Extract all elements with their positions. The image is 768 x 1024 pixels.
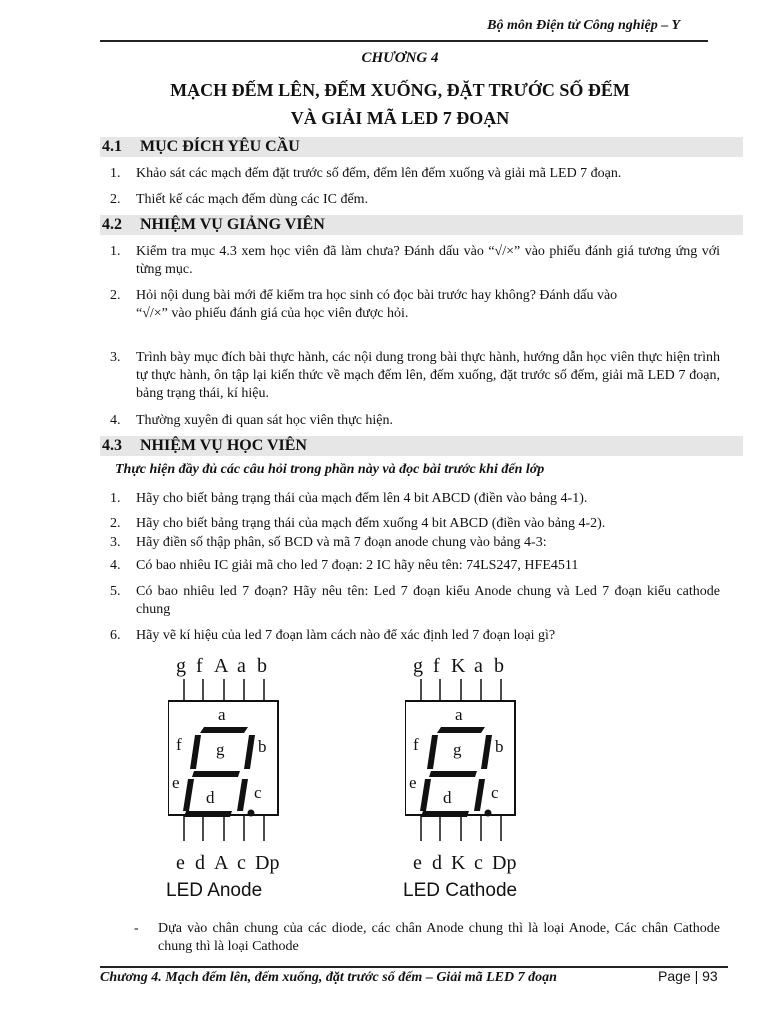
- segment-d: [184, 811, 232, 817]
- segment-a: [200, 727, 248, 733]
- segment-label-c: c: [491, 783, 499, 802]
- section-number: 4.2: [102, 216, 122, 233]
- note-text: Dựa vào chân chung của các diode, các chân Anode chung thì là loại Anode, Các chân Cathode chung thì là loại Cathode: [158, 921, 720, 954]
- section-number: 4.1: [102, 138, 122, 155]
- item-number: 4.: [110, 558, 121, 573]
- section-subheading: Thực hiện đầy đủ các câu hỏi trong phần này và đọc bài trước khi đến lớp: [115, 462, 545, 477]
- item-text: Hãy vẽ kí hiệu của led 7 đoạn làm cách nào để xác định led 7 đoạn loại gì?: [136, 628, 556, 643]
- segment-label-g: g: [453, 740, 462, 759]
- list-item: [110, 583, 720, 619]
- segment-label-e: e: [172, 773, 180, 792]
- decimal-point: [485, 810, 492, 817]
- pin-label: K: [451, 852, 466, 874]
- pin-label: Dp: [255, 852, 280, 874]
- section-heading-4-1: [100, 137, 743, 157]
- item-text: Khảo sát các mạch đếm đặt trước số đếm, đếm lên đếm xuống và giải mã LED 7 đoạn.: [136, 166, 622, 181]
- segment-label-g: g: [216, 740, 225, 759]
- pin-label: e: [413, 852, 422, 874]
- pin-label: g: [413, 655, 423, 677]
- item-text: Hãy cho biết bảng trạng thái của mạch đếm lên 4 bit ABCD (điền vào bảng 4-1).: [136, 491, 588, 506]
- item-number: 3.: [110, 535, 121, 550]
- footer-page-number: Page | 93: [658, 968, 718, 984]
- segment-g: [429, 771, 477, 777]
- segment-label-b: b: [258, 737, 267, 756]
- header-rule: [100, 40, 708, 42]
- section-title: MỤC ĐÍCH YÊU CẦU: [140, 138, 300, 155]
- section-heading-4-3: [100, 436, 743, 456]
- pin-label: Dp: [492, 852, 517, 874]
- pin-label: b: [257, 655, 267, 677]
- list-item: [110, 515, 720, 533]
- segment-f: [190, 735, 201, 769]
- figure-caption: LED Anode: [166, 880, 263, 901]
- figure-caption: LED Cathode: [403, 880, 518, 901]
- segment-c: [474, 779, 485, 811]
- list-item: [110, 165, 720, 183]
- decimal-point: [248, 810, 255, 817]
- list-item: [110, 534, 720, 552]
- segment-label-d: d: [443, 788, 452, 807]
- segment-label-f: f: [176, 735, 182, 754]
- section-heading-4-2: [100, 215, 743, 235]
- segment-label-a: a: [455, 705, 463, 724]
- pin-label: a: [237, 655, 246, 677]
- led-anode-figure: [168, 655, 338, 910]
- pin-label: f: [196, 655, 203, 677]
- chapter-label: CHƯƠNG 4: [361, 50, 439, 66]
- pin-label: d: [432, 852, 442, 874]
- item-text: Trình bày mục đích bài thực hành, các nội dung trong bài thực hành, hướng dẫn học viên thực hiện trình tự thực hành, ôn tập lại kiến thức về mạch đếm lên, đếm xuống, đặt trước số đếm, giải mã LED 7 đoạn, bảng trạng thái, kí hiệu.: [136, 350, 720, 401]
- list-item: [110, 191, 720, 209]
- item-number: 3.: [110, 350, 121, 365]
- chapter-title-line2: VÀ GIẢI MÃ LED 7 ĐOẠN: [290, 108, 510, 128]
- segment-label-c: c: [254, 783, 262, 802]
- note-paragraph: [120, 920, 720, 956]
- item-number: 1.: [110, 244, 121, 259]
- item-number: 2.: [110, 192, 121, 207]
- segment-label-a: a: [218, 705, 226, 724]
- item-text: Có bao nhiêu led 7 đoạn? Hãy nêu tên: Led 7 đoạn kiểu Anode chung và Led 7 đoạn kiểu cathode chung: [136, 584, 720, 617]
- pin-label: A: [214, 655, 229, 677]
- list-item: [110, 627, 720, 645]
- pin-label: c: [237, 852, 246, 874]
- segment-label-d: d: [206, 788, 215, 807]
- item-text: Hãy điền số thập phân, số BCD và mã 7 đoạn anode chung vào bảng 4-3:: [136, 535, 547, 550]
- list-item: [110, 557, 720, 575]
- list-item: [110, 287, 720, 323]
- item-number: 4.: [110, 413, 121, 428]
- segment-b: [481, 735, 492, 769]
- pin-label: f: [433, 655, 440, 677]
- pin-label: d: [195, 852, 205, 874]
- pin-label: K: [451, 655, 466, 677]
- segment-b: [244, 735, 255, 769]
- segment-a: [437, 727, 485, 733]
- led-cathode-figure: [405, 655, 575, 910]
- led-cathode-diagram: [405, 655, 575, 875]
- item-number: 1.: [110, 166, 121, 181]
- segment-e: [420, 779, 431, 811]
- item-number: 2.: [110, 288, 121, 303]
- item-number: 2.: [110, 516, 121, 531]
- section-number: 4.3: [102, 437, 122, 454]
- segment-label-e: e: [409, 773, 417, 792]
- pin-label: e: [176, 852, 185, 874]
- header-department: Bộ môn Điện tử Công nghiệp – Y: [487, 18, 680, 33]
- segment-g: [192, 771, 240, 777]
- segment-label-f: f: [413, 735, 419, 754]
- pin-label: g: [176, 655, 186, 677]
- segment-label-b: b: [495, 737, 504, 756]
- list-item: [110, 243, 720, 279]
- led-anode-diagram: [168, 655, 338, 875]
- item-text: Thường xuyên đi quan sát học viên thực hiện.: [136, 413, 394, 428]
- footer-chapter-title: Chương 4. Mạch đếm lên, đếm xuống, đặt trước số đếm – Giải mã LED 7 đoạn: [100, 970, 557, 985]
- pin-label: c: [474, 852, 483, 874]
- pin-label: a: [474, 655, 483, 677]
- item-text: Hỏi nội dung bài mới để kiểm tra học sinh có đọc bài trước hay không? Đánh dấu vào: [136, 288, 618, 303]
- item-text: Kiểm tra mục 4.3 xem học viên đã làm chưa? Đánh dấu vào “√/×” vào phiếu đánh giá tương ứng với từng mục.: [136, 244, 720, 277]
- item-text: Có bao nhiêu IC giải mã cho led 7 đoạn: 2 IC hãy nêu tên: 74LS247, HFE4511: [136, 558, 579, 573]
- segment-e: [183, 779, 194, 811]
- list-item: [110, 490, 720, 508]
- section-title: NHIỆM VỤ GIẢNG VIÊN: [140, 216, 325, 233]
- list-item: [110, 349, 720, 403]
- note-bullet: -: [134, 921, 139, 936]
- item-number: 6.: [110, 628, 121, 643]
- pin-label: b: [494, 655, 504, 677]
- item-number: 5.: [110, 584, 121, 599]
- pin-label: A: [214, 852, 229, 874]
- list-item: [110, 412, 720, 430]
- item-text: Hãy cho biết bảng trạng thái của mạch đếm xuống 4 bit ABCD (điền vào bảng 4-2).: [136, 516, 606, 531]
- segment-f: [427, 735, 438, 769]
- item-text: Thiết kế các mạch đếm dùng các IC đếm.: [136, 192, 369, 207]
- item-text-continued: “√/×” vào phiếu đánh giá của học viên được hỏi.: [136, 306, 409, 321]
- footer-rule: [100, 966, 728, 968]
- section-title: NHIỆM VỤ HỌC VIÊN: [140, 437, 307, 454]
- item-number: 1.: [110, 491, 121, 506]
- segment-c: [237, 779, 248, 811]
- chapter-title-line1: MẠCH ĐẾM LÊN, ĐẾM XUỐNG, ĐẶT TRƯỚC SỐ ĐẾM: [170, 80, 630, 100]
- segment-d: [421, 811, 469, 817]
